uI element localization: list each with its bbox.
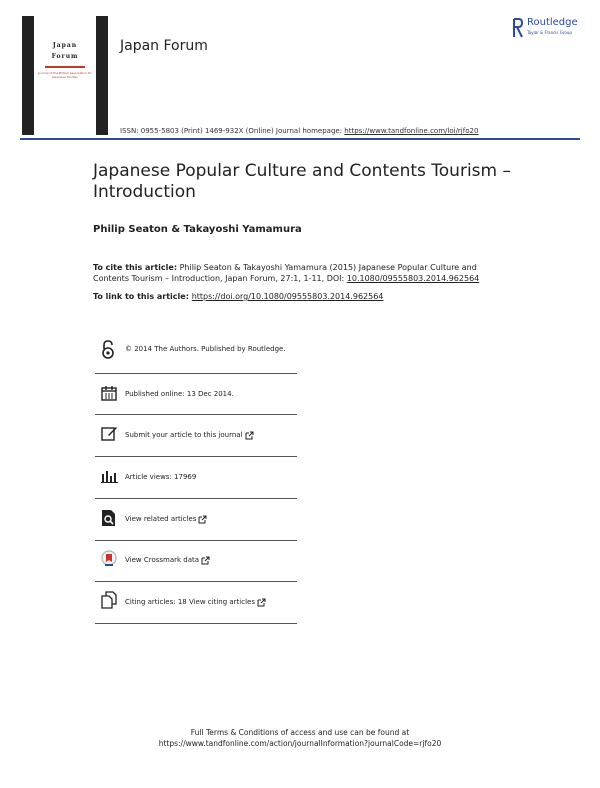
submit-article-label: Submit your article to this journal [125, 431, 243, 439]
related-articles-icon [101, 509, 117, 527]
header-rule [20, 138, 580, 140]
citation-block [93, 262, 513, 284]
publisher-name: Routledge [527, 17, 578, 28]
article-doi-url-link[interactable]: https://doi.org/10.1080/09555803.2014.962564 [191, 292, 384, 301]
cover-red-bar [45, 66, 85, 68]
crossmark-label: View Crossmark data [125, 556, 200, 564]
open-access-icon [101, 340, 115, 360]
bar-chart-icon [101, 469, 118, 483]
issn-text: ISSN: 0955-5803 (Print) 1469-932X (Online) Journal homepage: [120, 127, 345, 135]
info-row-license [95, 333, 297, 374]
footer [0, 727, 600, 749]
issn-line [120, 127, 478, 135]
citing-articles-label: Citing articles: 18 View citing articles [125, 598, 255, 606]
cover-title-line2: Forum [51, 53, 79, 60]
article-title: Japanese Popular Culture and Contents Tourism – Introduction [93, 161, 511, 202]
cover-subtitle: Journal of the British Association for Japanese Studies [38, 71, 92, 79]
calendar-icon [101, 385, 117, 401]
published-text: Published online: 13 Dec 2014. [125, 390, 234, 398]
journal-homepage-link[interactable]: https://www.tandfonline.com/loi/rjfo20 [344, 127, 479, 135]
related-articles-link[interactable] [125, 514, 207, 524]
external-link-icon [201, 556, 210, 565]
info-row-published [95, 374, 297, 415]
journal-cover [22, 16, 108, 135]
crossmark-icon [101, 550, 117, 568]
link-label: To link to this article: [93, 292, 192, 301]
info-row-views [95, 457, 297, 499]
info-row-citing[interactable] [95, 582, 297, 624]
cover-page [34, 16, 96, 135]
link-line [93, 292, 383, 301]
crossmark-link[interactable] [125, 555, 210, 565]
related-articles-label: View related articles [125, 515, 197, 523]
edit-icon [101, 425, 118, 442]
article-info-list [95, 333, 297, 624]
routledge-logo-icon [512, 17, 524, 39]
license-text: © 2014 The Authors. Published by Routledge. [125, 345, 286, 353]
footer-terms-url[interactable]: https://www.tandfonline.com/action/journalInformation?journalCode=rjfo20 [158, 739, 442, 748]
citing-articles-link[interactable] [125, 597, 266, 607]
journal-title: Japan Forum [120, 38, 208, 54]
external-link-icon [245, 431, 254, 440]
cite-label: To cite this article: [93, 263, 178, 272]
publisher-logo [512, 17, 592, 41]
cite-text: Philip Seaton & Takayoshi Yamamura (2015) Japanese Popular Culture and Contents Tourism – Introduction, Japan Forum, 27:1, 1-11, DOI: [93, 263, 477, 283]
external-link-icon [198, 515, 207, 524]
footer-terms-text: Full Terms & Conditions of access and use can be found at [190, 728, 410, 737]
cover-title-line1: Japan [52, 42, 78, 49]
external-link-icon [257, 598, 266, 607]
submit-article-link[interactable] [125, 430, 254, 440]
doi-link[interactable]: 10.1080/09555803.2014.962564 [346, 274, 480, 283]
info-row-crossmark[interactable] [95, 541, 297, 582]
info-row-submit[interactable] [95, 415, 297, 457]
article-views-text: Article views: 17969 [125, 473, 197, 481]
citing-articles-icon [101, 591, 118, 609]
article-authors: Philip Seaton & Takayoshi Yamamura [93, 224, 302, 235]
info-row-related[interactable] [95, 499, 297, 541]
publisher-tagline: Taylor & Francis Group [527, 30, 572, 35]
